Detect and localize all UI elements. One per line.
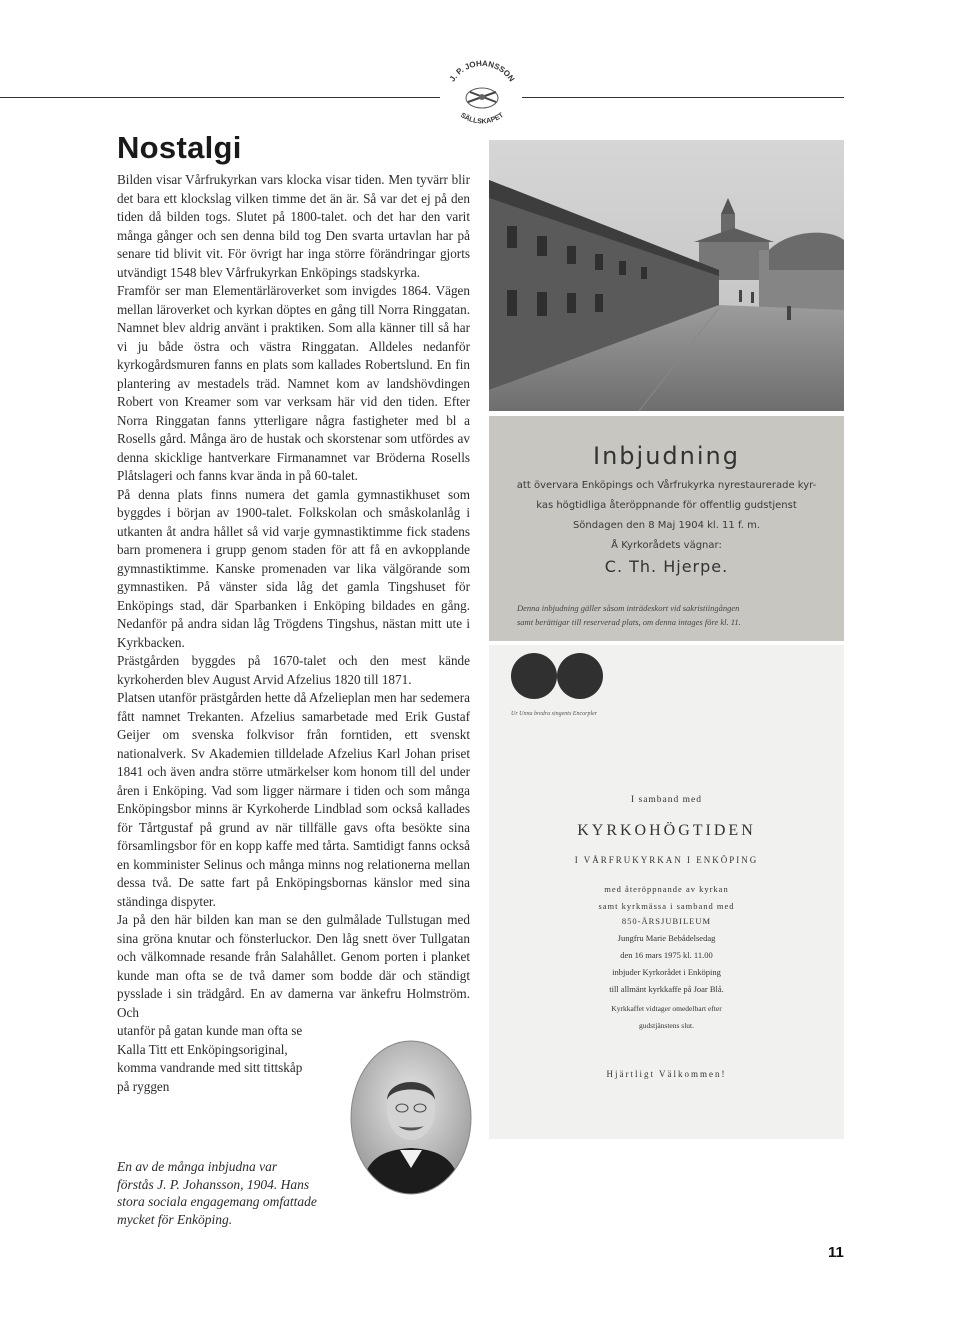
program-line: den 16 mars 1975 kl. 11.00	[620, 950, 713, 960]
program-subheading: I VÅRFRUKYRKAN I ENKÖPING	[574, 855, 759, 865]
article-paragraph: Prästgården byggdes på 1670-talet och den mest kände kyrkoherden blev August Arvid Afzelius 1820 till 1871.	[117, 653, 470, 687]
header-rule-left	[0, 97, 440, 98]
program-line: till allmänt kyrkkaffe på Joar Blå.	[609, 984, 724, 994]
stamp-caption: Ur Unna bredra singents Encorpler	[511, 711, 598, 717]
invitation-line: Söndagen den 8 Maj 1904 kl. 11 f. m.	[572, 520, 761, 531]
article-body	[117, 171, 470, 1096]
society-seal-logo	[440, 58, 524, 128]
article-title: Nostalgi	[117, 130, 242, 165]
invitation-line: att övervara Enköpings och Vårfrukyrka nyrestaurerade kyr-	[516, 480, 817, 491]
article-paragraph: Bilden visar Vårfrukyrkan vars klocka visar tiden. Men tyvärr blir det bara ett klockslag vilken timme det än är. Så var det ej på den tiden då bilden togs. Slutet på 1800-talet. och det har den varit många gånger och sen denna bild tog Den svarta urtavlan har på senare tid blivit vit. För övrigt har inga större förändringar gjorts utvändigt 1548 blev Vårfrukyrkan Enköpings stadskyrka.	[117, 172, 470, 280]
historic-street-photo	[489, 140, 844, 411]
svg-text:SÄLLSKAPET	[459, 111, 506, 125]
invitation-line: kas högtidliga återöppnande för offentlig gudstjenst	[536, 500, 797, 511]
invitation-footnote: samt berättigar till reserverad plats, om denna intages före kl. 11.	[517, 617, 741, 627]
article-line: utanför på gatan kunde man ofta se	[117, 1023, 303, 1038]
invitation-signature: C. Th. Hjerpe.	[604, 557, 729, 576]
portrait-photo	[350, 1040, 472, 1195]
article-line: Kalla Titt ett Enköpingsoriginal,	[117, 1041, 288, 1057]
seal-bottom-text: SÄLLSKAPET	[458, 111, 506, 126]
article-paragraph: Framför ser man Elementärläroverket som invigdes 1864. Vägen mellan läroverket och kyrkan döptes en gång till Norra Ringgatan. Namnet blev aldrig använt i praktiken. Som alla känner till så har vi ju både östra och västra Ringgatan. Alldeles nedanför kyrkogårdsmuren fanns en plats som kallades Robertslund. En fin plantering av mestadels träd. Namnet kom av landshövdingen Robert von Kreamer som var verksam här vid den tiden. Efter Norra Ringgatan fanns ytterligare några fastigheter med bl a Rosells gård. Många äro de hustak och skorstenar som utfördes av denna skicklige hantverkare Firmanamnet var Bröderna Rosells Plåtslageri och fanns kvar ända in på 60-talet.	[117, 283, 470, 483]
header-rule-right	[522, 97, 844, 98]
article-paragraph: På denna plats finns numera det gamla gymnastikhuset som byggdes i början av 1900-talet. Folkskolan och småskolanlåg i utkanten åt andra hållet så vid varje gymnastiktimme fick stadens barn promenera i grupp genom staden för att få en avkopplande gymnastiktimme. Kanske promenaden var lika välgörande som gymnastiken. På vänster sida låg det gamla Tingshuset för Enköpings stad, där Sparbanken i Enköping bildades en gång. Nedanför på andra sidan låg Trögdens Tingshus, nästan mitt ute i Kyrkbacken.	[117, 486, 470, 650]
stamp-seal-jubilee	[557, 653, 603, 699]
article-paragraph: Ja på den här bilden kan man se den gulmålade Tullstugan med sina gröna knutar och fönsterluckor. Den låg snett över Tullgatan och välkomnade resande från Salahållet. Genom porten i planket kunde man ofta se de två damer som bodde där och ständigt pysslade i sin trädgård. En av damerna var änkefru Holmström. Och	[117, 912, 470, 1020]
page-number: 11	[828, 1244, 844, 1261]
program-intro: I samband med	[630, 795, 703, 805]
svg-text:J. P. JOHANSSON	[448, 59, 517, 84]
stamp-seal-church	[511, 653, 557, 699]
program-note: gudstjänstens slut.	[638, 1021, 694, 1030]
invitation-line: Å Kyrkorådets vägnar:	[611, 540, 722, 551]
program-line: med återöppnande av kyrkan	[604, 884, 729, 894]
program-line: samt kyrkmässa i samband med	[598, 901, 735, 911]
program-line: inbjuder Kyrkorådet i Enköping	[612, 967, 721, 977]
invitation-title: Inbjudning	[593, 442, 740, 470]
seal-top-text: J. P. JOHANSSON	[447, 58, 517, 84]
church-festival-program-1975	[489, 645, 844, 1139]
article-line: komma vandrande med sitt tittskåp	[117, 1060, 303, 1075]
program-line: Jungfru Marie Bebådelsedag	[617, 933, 716, 943]
article-paragraph: Platsen utanför prästgården hette då Afzelieplan men har sedemera fått namnet Trekanten. Afzelius samarbetade med Erik Gustaf Geijer om svenska folkvisor från forntiden, ett svenskt nationalverk. Sv Akademien tilldelade Afzelius Karl Johan priset 1841 och även andra större utmärkelser kom honom till del under åren i Enköping. Vad som ligger närmare i tiden och som många Enköpingsbor minns är Kyrkoherde Lindblad som också kallades för Tårtgustaf på grund av när tillfälle gavs ofta besökte sina församlingsbor för en kopp kaffe med tårta. Samtidigt fanns också en komminister Selinus och många minns nog relationerna mellan dessa två. De satte fart på Enköpingsbornas känslor med sina ständinga dispyter.	[117, 690, 470, 909]
program-heading: KYRKOHÖGTIDEN	[577, 822, 756, 839]
invitation-footnote: Denna inbjudning gäller såsom inträdeskort vid sakristiingången	[517, 603, 740, 613]
program-note: Kyrkkaffet vidtager omedelbart efter	[611, 1004, 722, 1013]
program-closing: Hjärtligt Välkommen!	[606, 1069, 727, 1079]
photo-caption: En av de många inbjudna var förstås J. P. Johansson, 1904. Hans stora sociala engagemang omfattade mycket för Enköping.	[117, 1159, 317, 1227]
program-line: 850-ÅRSJUBILEUM	[621, 916, 712, 926]
invitation-card-1904	[489, 416, 844, 641]
article-line: på ryggen	[117, 1078, 170, 1094]
